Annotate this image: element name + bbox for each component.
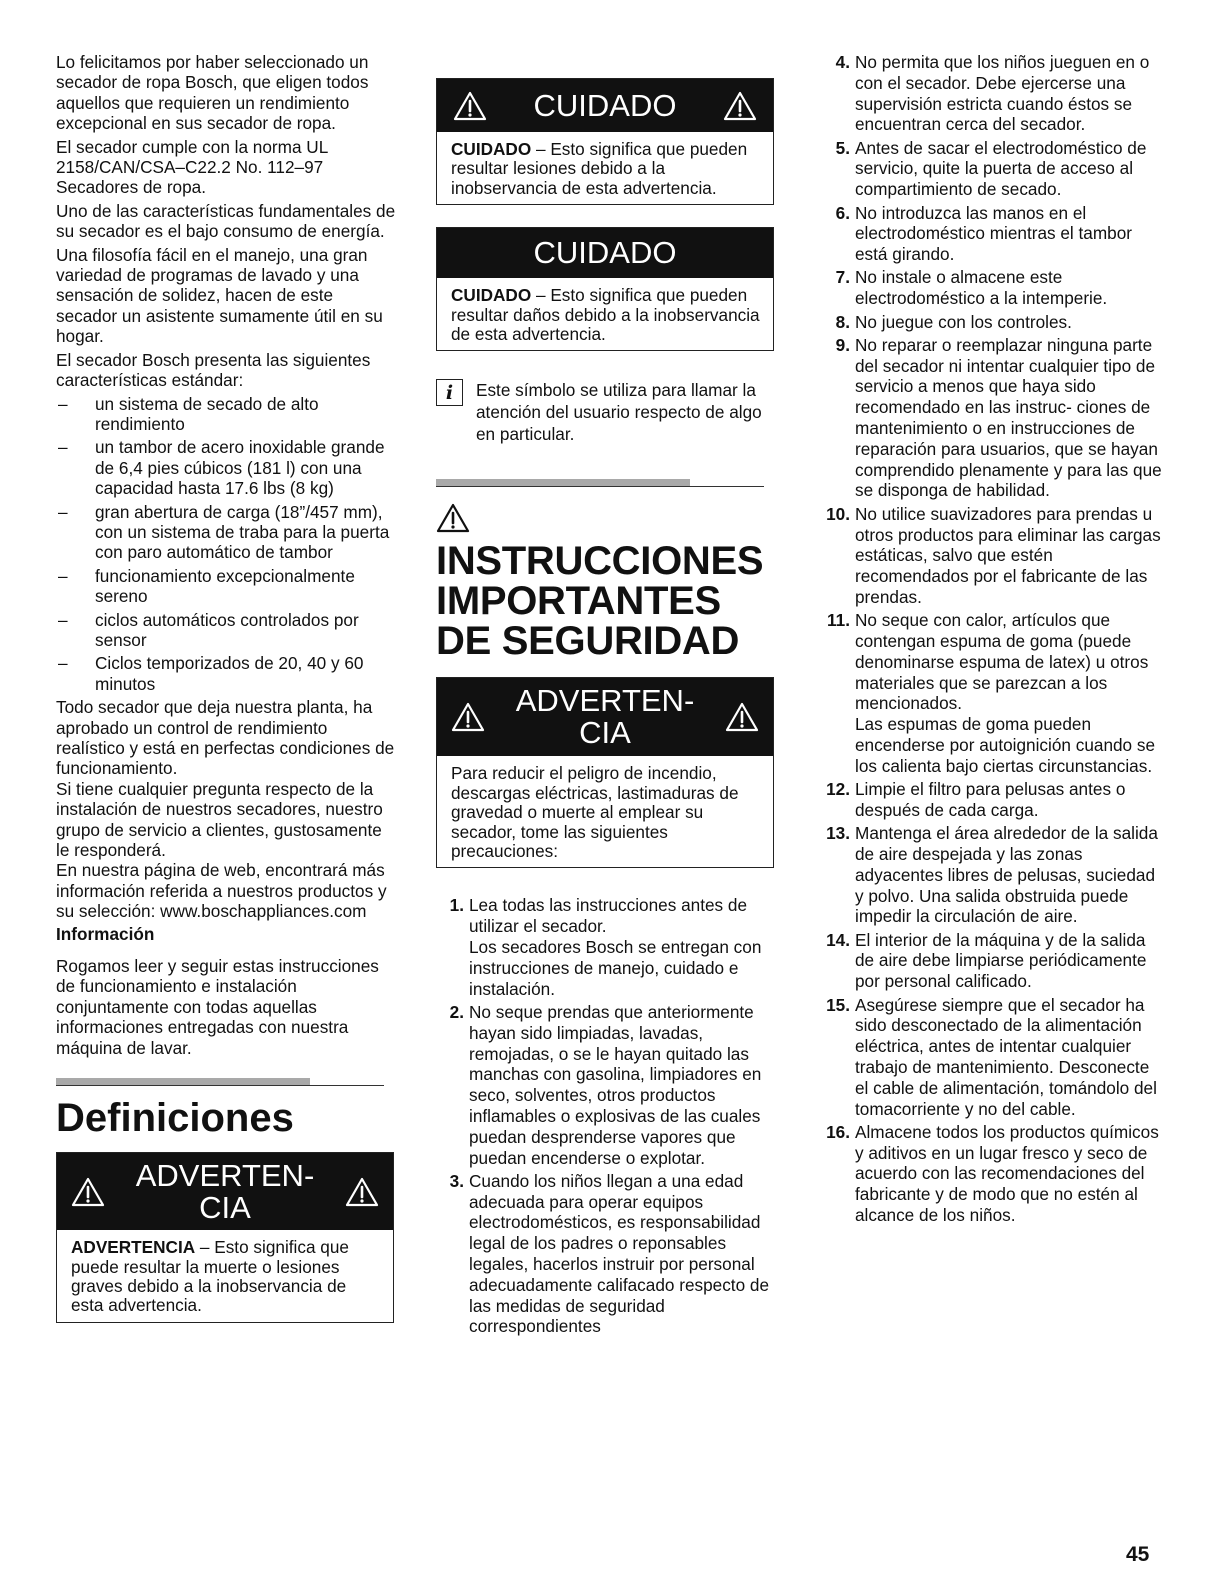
intro-paragraph: Lo felicitamos por haber seleccionado un secador de ropa Bosch, que eligen todos aquellos que requieren un rendimiento excepcional en sus secador de ropa. <box>56 52 369 134</box>
feature-item: – Ciclos temporizados de 20, 40 y 60 minutos <box>58 653 364 694</box>
safety-title: INSTRUCCIONES IMPORTANTES DE SEGURIDAD <box>436 539 764 664</box>
cuidado-definition: CUIDADO – Esto significa que pueden resultar lesiones debido a la inobservancia de esta advertencia. <box>451 139 748 198</box>
intro-paragraph: Una filosofía fácil en el manejo, una gran variedad de programas de lavado y una sensación de solidez, hacen de este secador un asistente sumamente útil en su hogar. <box>56 244 383 347</box>
safety-advertencia-box <box>436 677 774 868</box>
cuidado-bar <box>437 79 773 132</box>
page-number: 45 <box>1126 1543 1150 1566</box>
safety-item: 1. Lea todas las instrucciones antes de utilizar el secador. Los secadores Bosch se entregan con instrucciones de manejo, cuidado e instalación. <box>449 895 762 999</box>
advertencia-title: ADVERTEN- CIA <box>135 1157 315 1225</box>
advertencia-bar <box>437 678 773 756</box>
cuidado-title: CUIDADO <box>533 87 677 123</box>
safety-item: 14. El interior de la máquina y de la salida de aire debe limpiarse periódicamente por personal calificado. <box>826 929 1147 992</box>
safety-item: 2. No seque prendas que anteriormente hayan sido limpiadas, lavadas, remojadas, o se le hayan quitado las manchas con gasolina, limpiadores en seco, solventes, otros productos inflamables o explosivas de las cuales puedan desprenderse vapores que puedan encenderse o explotar. <box>449 1001 762 1168</box>
safety-item: 5. Antes de sacar el electrodoméstico de servicio, quite la puerta de acceso al compartimiento de secado. <box>835 137 1147 200</box>
safety-item: 6. No introduzca las manos en el electrodoméstico mientras el tambor está girando. <box>835 202 1133 265</box>
feature-item: – funcionamiento excepcionalmente sereno <box>58 565 355 607</box>
right-column <box>822 52 1162 1228</box>
advertencia-title: ADVERTEN- CIA <box>515 683 695 751</box>
section-rule <box>436 479 764 489</box>
advertencia-definition: ADVERTENCIA – Esto significa que puede resultar la muerte o lesiones graves debido a la inobservancia de esta advertencia. <box>71 1237 349 1316</box>
safety-item: 10. No utilice suavizadores para prendas u otros productos para eliminar las cargas estáticas, salvo que estén recomendados por el fabricante de las prendas. <box>826 503 1161 607</box>
safety-item: 12. Limpie el filtro para pelusas antes o después de cada carga. <box>826 779 1126 820</box>
warning-icon <box>345 1177 379 1207</box>
intro-paragraph: El secador cumple con la norma UL 2158/CAN/CSA–C22.2 No. 112–97 Secadores de ropa. <box>56 136 328 198</box>
safety-item: 9. No reparar o reemplazar ninguna parte del secador ni intentar cualquier tipo de servicio a menos que haya sido recomendado en las instruc- ciones de mantenimiento o en instrucciones de reparación para usuarios, que se hayan comprendido plenamente y para las que se disponga de habilidad. <box>835 334 1162 501</box>
warning-icon <box>725 702 759 732</box>
intro-paragraph: Uno de las características fundamentales de su secador es el bajo consumo de energía. <box>56 200 396 242</box>
cuidado-box-1 <box>436 78 774 205</box>
safety-item: 4. No permita que los niños jueguen en o con el secador. Debe ejercerse una supervisión estricta cuando éstos se encuentran cerca del secador. <box>835 52 1150 135</box>
cuidado-bar <box>437 228 773 278</box>
closing-paragraph: Todo secador que deja nuestra planta, ha aprobado un control de rendimiento realístico y está en perfectas condiciones de funcionamiento. <box>56 697 395 779</box>
safety-item: 8. No juegue con los controles. <box>835 311 1072 332</box>
safety-item: 16. Almacene todos los productos químicos y aditivos en un lugar fresco y seco de acuerdo con las recomendaciones del fabricante y de modo que no estén al alcance de los niños. <box>826 1121 1159 1226</box>
feature-item: – ciclos automáticos controlados por sensor <box>58 609 359 650</box>
warning-icon <box>723 91 757 121</box>
middle-column <box>436 78 774 1340</box>
intro-paragraph: El secador Bosch presenta las siguientes características estándar: <box>56 349 371 391</box>
section-title-definiciones: Definiciones <box>56 1096 294 1141</box>
section-rule <box>56 1078 384 1088</box>
safety-intro-text: Para reducir el peligro de incendio, descargas eléctricas, lastimaduras de gravedad o muerte al emplear su secador, tome las siguientes precauciones: <box>451 763 739 862</box>
info-heading: Información <box>56 923 155 944</box>
feature-item: – gran abertura de carga (18”/457 mm), con un sistema de traba para la puerta con paro automático de tambor <box>58 501 390 563</box>
closing-paragraph: En nuestra página de web, encontrará más información referida a nuestros productos y su selección: www.boschappliances.com <box>56 860 387 922</box>
warning-icon <box>71 1177 105 1207</box>
cuidado-definition: CUIDADO – Esto significa que pueden resultar daños debido a la inobservancia de esta advertencia. <box>451 285 760 345</box>
closing-paragraph: Si tiene cualquier pregunta respecto de la instalación de nuestros secadores, nuestro grupo de servicio a clientes, gustosamente le responderá. <box>56 778 383 861</box>
cuidado-box-2 <box>436 227 774 351</box>
safety-item: 13. Mantenga el área alrededor de la salida de aire despejada y las zonas adyacentes libres de pelusas, suciedad y polvo. Una salida obstruida puede impedir la circulación de aire. <box>826 823 1158 927</box>
safety-list-part2 <box>822 52 1162 1226</box>
info-note: i Este símbolo se utiliza para llamar la atención del usuario respecto de algo en particular. <box>436 379 774 445</box>
info-icon: i <box>436 379 463 406</box>
safety-item: 11. No seque con calor, artículos que contengan espuma de goma (puede denominarse espuma de latex) u otros materiales que se parezcan a los mencionados. Las espumas de goma pueden encenderse por autoignición cuando se los calienta bajo ciertas circunstancias. <box>827 610 1156 776</box>
feature-item: – un sistema de secado de alto rendimiento <box>58 393 319 434</box>
safety-item: 3. Cuando los niños llegan a una edad adecuada para operar equipos electrodomésticos, es responsabilidad legal de los padres o reponsables legales, hacerlos instruir por personal adecuadamente califacado respecto de las medidas de seguridad correspondientes <box>449 1170 770 1337</box>
info-paragraph: Rogamos leer y seguir estas instrucciones de funcionamiento e instalación conjuntamente con todas aquellas informaciones entregadas con nuestra máquina de lavar. <box>56 956 379 1058</box>
warning-icon <box>453 91 487 121</box>
advertencia-bar <box>57 1153 393 1230</box>
feature-item: – un tambor de acero inoxidable grande de 6,4 pies cúbicos (181 l) con una capacidad hasta 17.6 lbs (8 kg) <box>58 437 385 499</box>
cuidado-title: CUIDADO <box>533 235 677 271</box>
advertencia-box <box>56 1152 394 1323</box>
safety-item: 15. Asegúrese siempre que el secador ha sido desconectado de la alimentación eléctrica, antes de intentar cualquier trabajo de mantenimiento. Desconecte el cable de alimentación, tomándolo del tomacorriente y no del cable. <box>826 994 1157 1119</box>
warning-icon <box>436 503 470 533</box>
safety-list-part1 <box>436 895 774 1337</box>
safety-item: 7. No instale o almacene este electrodoméstico a la intemperie. <box>835 267 1108 309</box>
left-column <box>56 52 396 1323</box>
warning-icon <box>451 702 485 732</box>
